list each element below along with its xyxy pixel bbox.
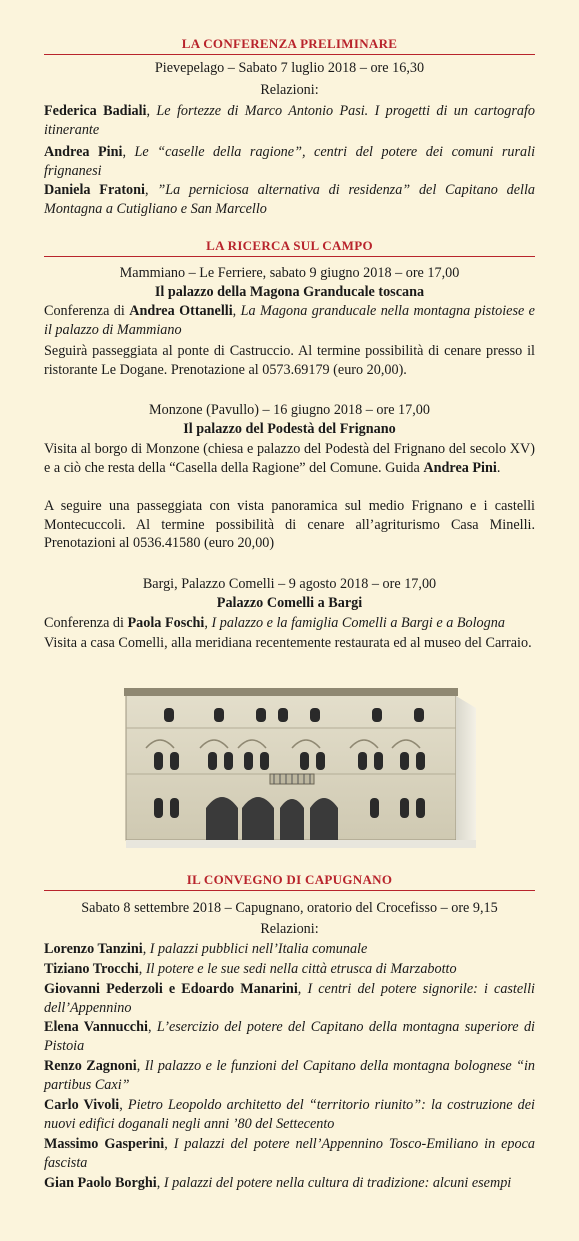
talk-title: Il potere e le sue sedi nella città etrusca di Marzabotto <box>145 961 457 977</box>
talk-title: I centri del potere signorile: i castelli dell’Appennino <box>44 981 535 1016</box>
event-description: A seguire una passeggiata con vista panoramica sul medio Frignano e i castelli Montecuccoli. Al termine possibilità di cenare all’agriturismo Casa Minelli. Prenotazioni al 0536.41580 (euro 20,00) <box>44 498 535 551</box>
speaker-name: Paola Foschi <box>127 615 205 631</box>
conferenza-info: Pievepelago – Sabato 7 luglio 2018 – ore 16,30 <box>154 60 425 76</box>
talk-title: Pietro Leopoldo architetto del “territorio riunito”: la costruzione dei nuovi edifici doganali negli anni ’80 del Settecento <box>44 1097 535 1132</box>
speaker-name: Tiziano Trocchi <box>44 961 139 977</box>
talk-title: I palazzi pubblici nell’Italia comunale <box>149 941 368 957</box>
talk-item: Gian Paolo Borghi, I palazzi del potere nella cultura di tradizione: alcuni esempi <box>44 1175 512 1191</box>
event-heading: Il palazzo della Magona Granducale toscana <box>154 284 425 300</box>
speaker-name: Massimo Gasperini <box>44 1136 165 1152</box>
speaker-name: Andrea Pini <box>44 144 123 160</box>
talk-item: Renzo Zagnoni, Il palazzo e le funzioni del Capitano della montagna bolognese “in partibus Caxi” <box>44 1058 536 1093</box>
convegno-info: Sabato 8 settembre 2018 – Capugnano, oratorio del Crocefisso – ore 9,15 <box>81 900 498 916</box>
talk-title: I palazzo e la famiglia Comelli a Bargi e a Bologna <box>211 615 505 631</box>
talk-item: Giovanni Pederzoli e Edoardo Manarini, I centri del potere signorile: i castelli dell’Appennino <box>44 981 535 1016</box>
palazzo-comelli-illustration <box>124 686 476 852</box>
event-info: Mammiano – Le Ferriere, sabato 9 giugno 2018 – ore 17,00 <box>119 265 460 281</box>
section-title-conferenza: LA CONFERENZA PRELIMINARE <box>44 36 535 55</box>
conf-prefix: Conferenza di <box>44 615 128 631</box>
talk-item: Andrea Pini, Le “caselle della ragione”, centri del potere dei comuni rurali frignanesi <box>44 144 536 179</box>
event-description: Seguirà passeggiata al ponte di Castruccio. Al termine possibilità di cenare presso il ristorante Le Dogane. Prenotazione al 0573.69179 (euro 20,00). <box>44 343 535 378</box>
speaker-name: Renzo Zagnoni <box>44 1058 137 1074</box>
palazzo-drawing <box>124 686 476 852</box>
event-description: Visita a casa Comelli, alla meridiana recentemente restaurata ed al museo del Carraio. <box>44 635 532 651</box>
talk-title: Il palazzo e le funzioni del Capitano della montagna bolognese “in partibus Caxi” <box>44 1058 536 1093</box>
talk-title: I palazzi del potere nella cultura di tradizione: alcuni esempi <box>163 1175 512 1191</box>
event-conference: Conferenza di Paola Foschi, I palazzo e la famiglia Comelli a Bargi e a Bologna <box>44 615 505 631</box>
event-conference: Conferenza di Andrea Ottanelli, La Magona granducale nella montagna pistoiese e il palazzo di Mammiano <box>44 303 535 338</box>
section-title-ricerca: LA RICERCA SUL CAMPO <box>44 238 535 257</box>
event-heading: Il palazzo del Podestà del Frignano <box>183 421 396 437</box>
talk-item: Massimo Gasperini, I palazzi del potere nell’Appennino Tosco-Emiliano in epoca fascista <box>44 1136 536 1171</box>
speaker-name: Elena Vannucchi <box>44 1019 148 1035</box>
relazioni-label: Relazioni: <box>260 82 319 98</box>
talk-item: Tiziano Trocchi, Il potere e le sue sedi nella città etrusca di Marzabotto <box>44 961 457 977</box>
talk-title: ”La perniciosa alternativa di residenza” del Capitano della Montagna a Cutigliano e San Marcello <box>44 182 536 217</box>
speaker-name: Daniela Fratoni <box>44 182 145 198</box>
event-heading: Palazzo Comelli a Bargi <box>216 595 363 611</box>
event-description: Visita al borgo di Monzone (chiesa e palazzo del Podestà del Frignano del secolo XV) e a ciò che resta della “Casella della Ragione” del Comune. Guida Andrea Pini. <box>44 441 535 476</box>
talk-item: Lorenzo Tanzini, I palazzi pubblici nell’Italia comunale <box>44 941 368 957</box>
talk-title: La Magona granducale nella montagna pistoiese e il palazzo di Mammiano <box>44 303 535 338</box>
speaker-name: Giovanni Pederzoli e Edoardo Manarini <box>44 981 298 997</box>
speaker-name: Gian Paolo Borghi <box>44 1175 157 1191</box>
event-info: Monzone (Pavullo) – 16 giugno 2018 – ore 17,00 <box>149 402 430 418</box>
talk-title: Le fortezze di Marco Antonio Pasi. I progetti di un cartografo itinerante <box>44 103 536 138</box>
talk-item: Daniela Fratoni, ”La perniciosa alternativa di residenza” del Capitano della Montagna a Cutigliano e San Marcello <box>44 182 536 217</box>
talk-item: Elena Vannucchi, L’esercizio del potere del Capitano della montagna superiore di Pistoia <box>44 1019 535 1054</box>
event-text: Visita al borgo di Monzone (chiesa e palazzo del Podestà del Frignano del secolo XV) e a ciò che resta della “Casella della Ragione” del Comune. Guida <box>44 441 535 476</box>
speaker-name: Andrea Ottanelli <box>129 303 233 319</box>
speaker-name: Carlo Vivoli <box>44 1097 120 1113</box>
talk-title: L’esercizio del potere del Capitano della montagna superiore di Pistoia <box>44 1019 535 1054</box>
guide-name: Andrea Pini <box>423 459 497 476</box>
talk-item: Carlo Vivoli, Pietro Leopoldo architetto del “territorio riunito”: la costruzione dei nuovi edifici doganali negli anni ’80 del Settecento <box>44 1097 535 1132</box>
relazioni-label: Relazioni: <box>260 921 319 937</box>
conf-prefix: Conferenza di <box>44 303 130 319</box>
talk-item: Federica Badiali, Le fortezze di Marco Antonio Pasi. I progetti di un cartografo itinerante <box>44 103 536 138</box>
speaker-name: Lorenzo Tanzini <box>44 941 143 957</box>
speaker-name: Federica Badiali <box>44 103 147 119</box>
event-info: Bargi, Palazzo Comelli – 9 agosto 2018 – ore 17,00 <box>142 576 437 592</box>
talk-title: I palazzi del potere nell’Appennino Tosco-Emiliano in epoca fascista <box>44 1136 536 1171</box>
talk-title: Le “caselle della ragione”, centri del potere dei comuni rurali frignanesi <box>44 144 536 179</box>
section-title-convegno: IL CONVEGNO DI CAPUGNANO <box>44 872 535 891</box>
